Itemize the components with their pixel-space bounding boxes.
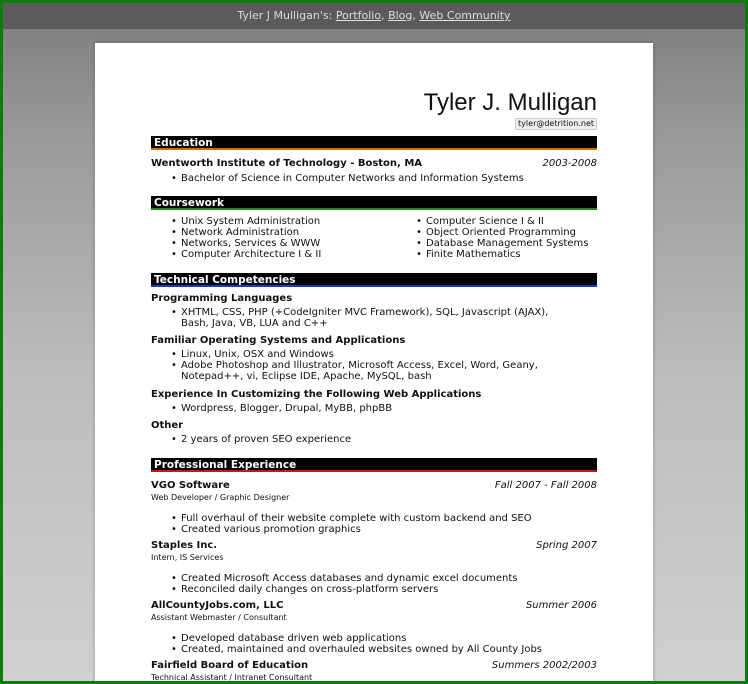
coursework-right-list — [396, 216, 616, 260]
job-dates: Fall 2007 - Fall 2008 — [494, 480, 597, 491]
topbar-sep: , — [412, 9, 416, 22]
list-item: • Database Management Systems — [396, 238, 616, 249]
list-item: • Adobe Photoshop and Illustrator, Microsoft Access, Excel, Word, Geany, Notepad++, vi, Eclipse IDE, Apache, MySQL, bash — [151, 360, 597, 382]
list-item: • 2 years of proven SEO experience — [151, 434, 597, 445]
topbar-sep: , — [381, 9, 385, 22]
list-item: • Computer Architecture I & II — [151, 249, 371, 260]
company-name: Fairfield Board of Education — [151, 660, 309, 671]
blog-link[interactable]: Blog — [388, 9, 413, 22]
competency-title: Familiar Operating Systems and Applications — [151, 335, 406, 346]
job-entry — [151, 540, 597, 551]
competency-list — [151, 403, 597, 414]
resume-email[interactable]: tyler@detrition.net — [515, 118, 597, 130]
competency-list — [151, 434, 597, 445]
job-dates: Summers 2002/2003 — [491, 660, 597, 671]
education-entry — [151, 158, 597, 169]
resume-name: Tyler J. Mulligan — [423, 89, 597, 116]
job-entry — [151, 600, 597, 611]
company-name: Staples Inc. — [151, 540, 218, 551]
top-nav-bar — [3, 3, 745, 29]
section-experience-heading: Professional Experience — [151, 458, 597, 472]
education-dates: 2003-2008 — [542, 158, 597, 169]
job-list — [151, 633, 597, 655]
job-list — [151, 513, 597, 535]
list-item: • Created various promotion graphics — [151, 524, 597, 535]
competency-title: Other — [151, 420, 184, 431]
school-name: Wentworth Institute of Technology - Boston, MA — [151, 158, 423, 169]
job-dates: Spring 2007 — [536, 540, 597, 551]
list-item: • Wordpress, Blogger, Drupal, MyBB, phpBB — [151, 403, 597, 414]
list-item: • Network Administration — [151, 227, 371, 238]
job-role: Web Developer / Graphic Designer — [151, 493, 290, 502]
education-list — [151, 173, 597, 184]
list-item: • Linux, Unix, OSX and Windows — [151, 349, 597, 360]
list-item: • Networks, Services & WWW — [151, 238, 371, 249]
browser-frame — [3, 3, 745, 681]
competency-list — [151, 307, 571, 329]
list-item: • XHTML, CSS, PHP (+CodeIgniter MVC Framework), SQL, Javascript (AJAX), Bash, Java, VB, LUA and C++ — [151, 307, 571, 329]
list-item: • Full overhaul of their website complete with custom backend and SEO — [151, 513, 597, 524]
company-name: AllCountyJobs.com, LLC — [151, 600, 284, 611]
portfolio-link[interactable]: Portfolio — [335, 9, 382, 22]
web-community-link[interactable]: Web Community — [419, 9, 511, 22]
job-entry — [151, 480, 597, 491]
list-item: • Bachelor of Science in Computer Networks and Information Systems — [151, 173, 597, 184]
job-dates: Summer 2006 — [525, 600, 597, 611]
topbar-prefix: Tyler J Mulligan's: — [237, 9, 333, 22]
competency-title: Programming Languages — [151, 293, 293, 304]
list-item: • Developed database driven web applications — [151, 633, 597, 644]
list-item: • Object Oriented Programming — [396, 227, 616, 238]
list-item: • Created Microsoft Access databases and dynamic excel documents — [151, 573, 597, 584]
job-role: Technical Assistant / Intranet Consultant — [151, 673, 313, 681]
job-entry — [151, 660, 597, 671]
list-item: • Unix System Administration — [151, 216, 371, 227]
job-role: Assistant Webmaster / Consultant — [151, 613, 287, 622]
coursework-left-list — [151, 216, 371, 260]
competency-list — [151, 349, 597, 382]
company-name: VGO Software — [151, 480, 230, 491]
competency-title: Experience In Customizing the Following Web Applications — [151, 389, 482, 400]
list-item: • Created, maintained and overhauled websites owned by All County Jobs — [151, 644, 597, 655]
section-education-heading: Education — [151, 136, 597, 150]
list-item: • Computer Science I & II — [396, 216, 616, 227]
job-role: Intern, IS Services — [151, 553, 224, 562]
section-coursework-heading: Coursework — [151, 196, 597, 210]
list-item: • Finite Mathematics — [396, 249, 616, 260]
list-item: • Reconciled daily changes on cross-platform servers — [151, 584, 597, 595]
resume-page — [95, 43, 653, 681]
job-list — [151, 573, 597, 595]
section-competencies-heading: Technical Competencies — [151, 273, 597, 287]
